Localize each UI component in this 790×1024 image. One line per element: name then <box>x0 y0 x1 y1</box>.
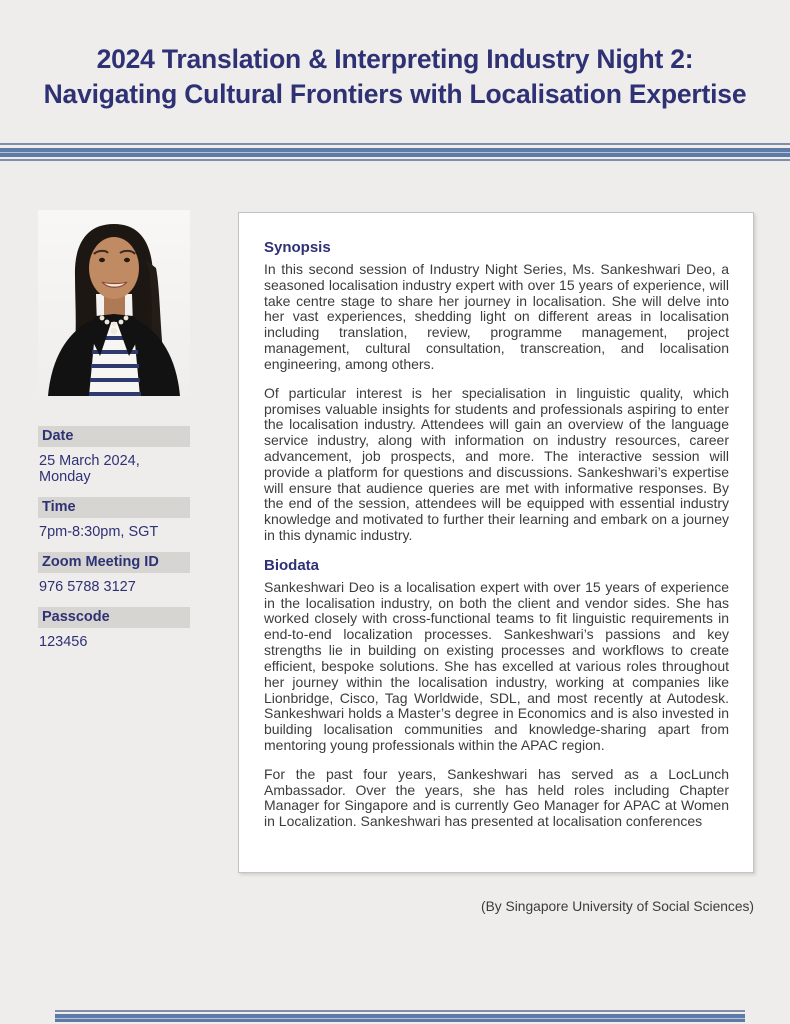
biodata-heading: Biodata <box>264 556 320 574</box>
attribution-text: (By Singapore University of Social Sciences) <box>481 899 754 914</box>
right-eye <box>124 258 130 262</box>
event-details-panel <box>238 212 754 873</box>
speaker-photo <box>38 210 190 396</box>
passcode-label: Passcode <box>38 607 190 628</box>
event-info-sidebar <box>38 210 190 662</box>
biodata-paragraph-2: For the past four years, Sankeshwari has served as a LocLunch Ambassador. Over the years, she has held roles including Chapter Manager for Singapore and is currently Geo Manager for APAC at Women in Localization. Sankeshwari has presented at localisation conferences <box>264 765 729 830</box>
zoom-meeting-id-label: Zoom Meeting ID <box>38 552 190 573</box>
field-zoom-meeting-id <box>38 552 190 595</box>
header-divider-stripes <box>0 143 790 161</box>
time-label: Time <box>38 497 190 518</box>
field-date <box>38 426 190 485</box>
page-title-line-2: Navigating Cultural Frontiers with Localisation Expertise <box>43 79 747 110</box>
footer-divider-stripes <box>55 1010 745 1024</box>
biodata-paragraph-1: Sankeshwari Deo is a localisation expert with over 15 years of experience in the localisation industry, on both the client and vendor sides. She has worked closely with cross-functional teams to fit linguistic requirements in end-to-end localization processes. Sankeshwari’s passions and key strengths lie in building on existing processes and workflows to create efficient, bespoke solutions. She has excelled at various roles throughout her journey within the localisation industry, working at companies like Lionbridge, Cisco, Tag Worldwide, SDL, and most recently at Autodesk. Sankeshwari holds a Master’s degree in Economics and is also invested in building localisation communities and knowledge-sharing apart from mentoring young professionals within the APAC region. <box>264 578 729 753</box>
field-time <box>38 497 190 540</box>
synopsis-heading: Synopsis <box>264 239 331 256</box>
passcode-value: 123456 <box>39 634 88 650</box>
zoom-meeting-id-value: 976 5788 3127 <box>39 579 136 595</box>
page-title <box>0 42 790 112</box>
synopsis-paragraph-2: Of particular interest is her specialisation in linguistic quality, which promises valuable insights for students and professionals aspiring to enter the localisation industry. Attendees will gain an overview of the language service industry, along with information on industry resources, career advancement, job prospects, and more. The interactive session will provide a platform for questions and discussions. Sankeshwari’s expertise will ensure that audience queries are met with informative responses. By the end of the session, attendees will be equipped with essential industry knowledge and motivated to further their learning and embark on a journey in this dynamic industry. <box>264 384 729 543</box>
synopsis-paragraph-1: In this second session of Industry Night Series, Ms. Sankeshwari Deo, a seasoned localisation industry expert with over 15 years of experience, will take centre stage to share her journey in localisation. She will delve into her vast experiences, shedding light on different areas in localisation including translation, review, programme management, project management, cultural consultation, transcreation, and localisation engineering, among others. <box>264 261 729 372</box>
left-eye <box>99 258 105 262</box>
date-label: Date <box>38 426 190 447</box>
page-title-line-1: 2024 Translation & Interpreting Industry Night 2: <box>96 44 694 74</box>
date-value: 25 March 2024, Monday <box>39 453 140 485</box>
face <box>89 237 139 299</box>
time-value: 7pm-8:30pm, SGT <box>39 524 159 540</box>
field-passcode <box>38 607 190 650</box>
